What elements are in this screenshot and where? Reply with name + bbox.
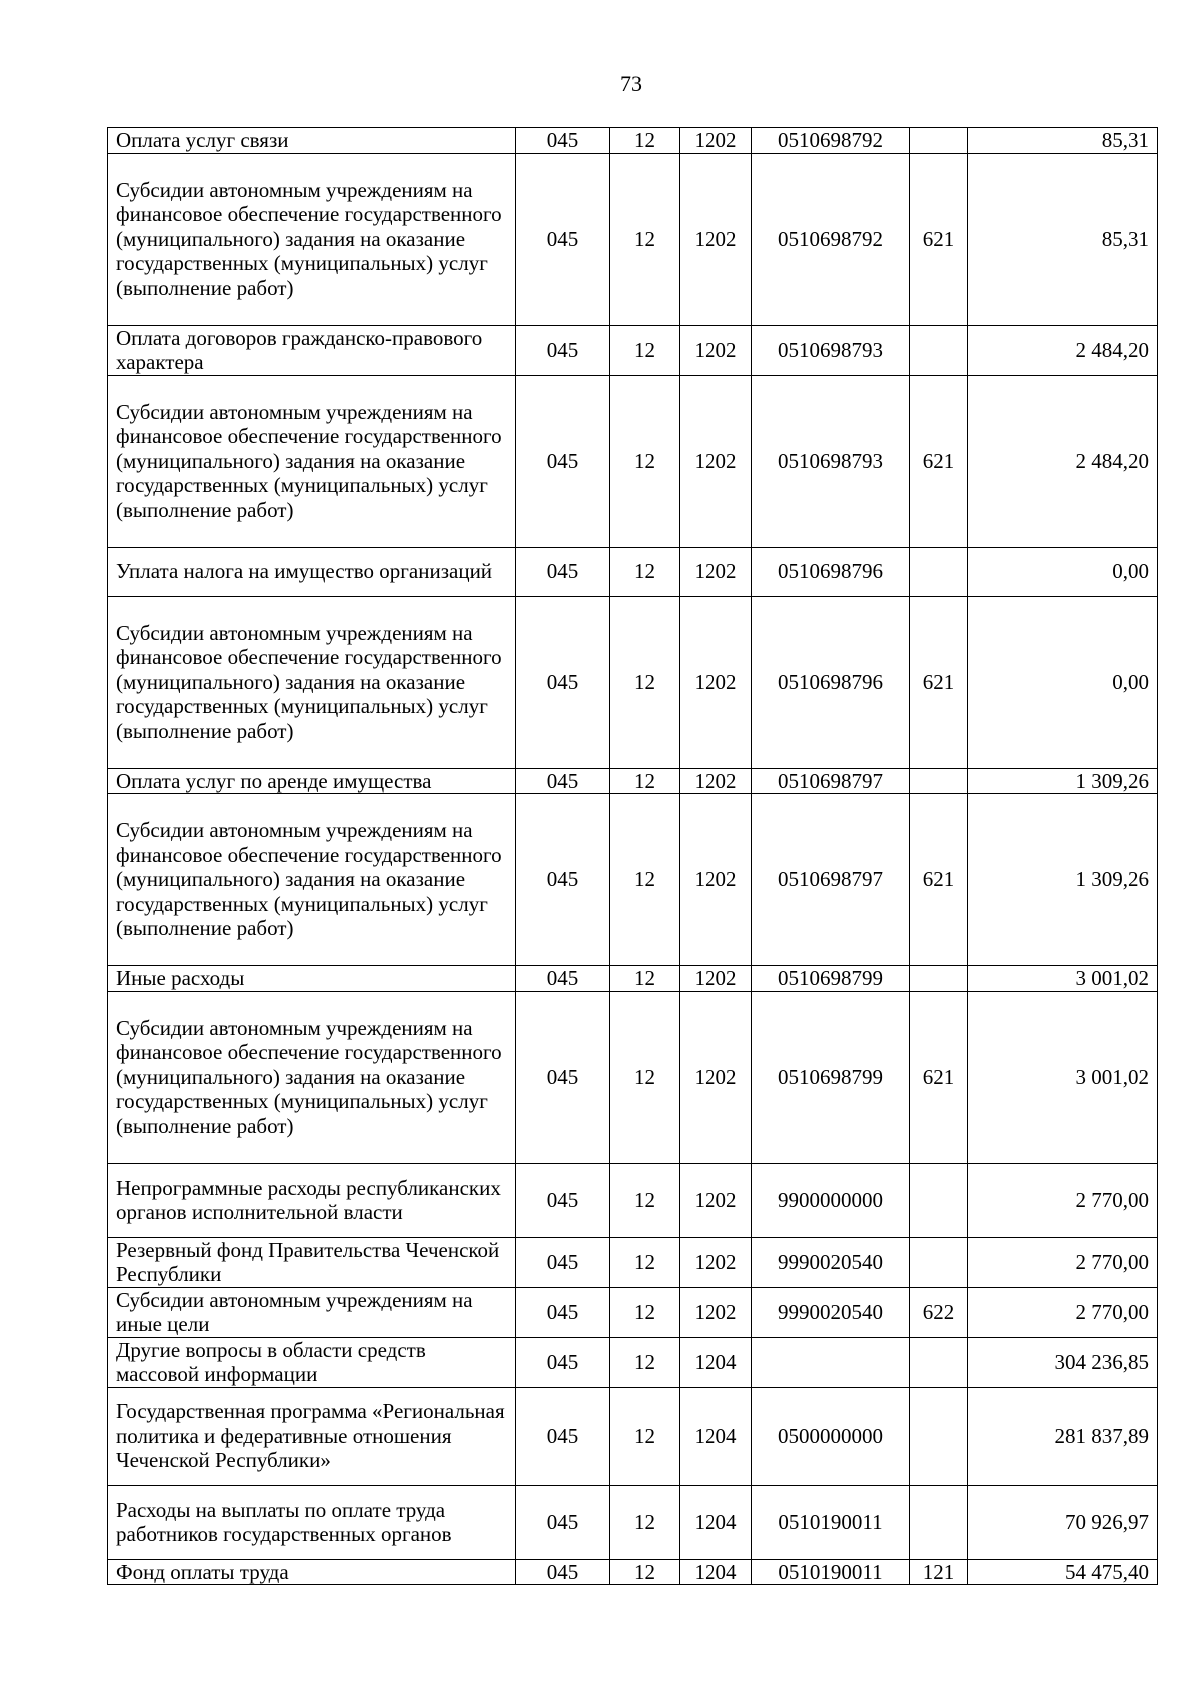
row-rz: 12 [610,1559,680,1585]
page-number: 73 [620,71,642,96]
row-rz: 12 [610,768,680,794]
row-rz: 12 [610,991,680,1163]
row-name: Уплата налога на имущество организаций [108,547,516,596]
row-name: Оплата договоров гражданско-правового характера [108,325,516,375]
row-vr [910,128,968,154]
row-amount: 1 309,26 [968,768,1158,794]
table-row [108,153,1158,325]
table-row [108,596,1158,768]
table-row [108,1387,1158,1485]
row-vr [910,1237,968,1287]
row-vr [910,768,968,794]
row-vr [910,1485,968,1559]
table-row [108,1485,1158,1559]
row-rz: 12 [610,325,680,375]
row-name: Другие вопросы в области средств массовой информации [108,1337,516,1387]
row-name: Фонд оплаты труда [108,1559,516,1585]
row-vr [910,547,968,596]
row-rz: 12 [610,375,680,547]
row-vr: 622 [910,1287,968,1337]
row-amount: 2 770,00 [968,1163,1158,1237]
row-ved: 045 [516,1237,610,1287]
row-pr: 1202 [680,128,752,154]
row-amount: 85,31 [968,128,1158,154]
row-name: Субсидии автономным учреждениям на финансовое обеспечение государственного (муниципального) задания на оказание государственных (муниципальных) услуг (выполнение работ) [108,596,516,768]
row-rz: 12 [610,1163,680,1237]
row-rz: 12 [610,1485,680,1559]
budget-table [107,127,1158,1585]
row-name: Расходы на выплаты по оплате труда работников государственных органов [108,1485,516,1559]
row-csr: 0510698797 [752,768,910,794]
row-name: Иные расходы [108,966,516,992]
row-amount: 1 309,26 [968,794,1158,966]
row-vr: 621 [910,991,968,1163]
table-row [108,375,1158,547]
row-ved: 045 [516,547,610,596]
table-row [108,1237,1158,1287]
row-csr: 9990020540 [752,1287,910,1337]
row-name: Субсидии автономным учреждениям на финансовое обеспечение государственного (муниципального) задания на оказание государственных (муниципальных) услуг (выполнение работ) [108,375,516,547]
row-ved: 045 [516,1287,610,1337]
row-ved: 045 [516,966,610,992]
table-row [108,547,1158,596]
row-csr: 0510698796 [752,596,910,768]
row-amount: 2 770,00 [968,1237,1158,1287]
row-pr: 1202 [680,768,752,794]
row-amount: 2 484,20 [968,375,1158,547]
row-ved: 045 [516,1337,610,1387]
row-csr: 9990020540 [752,1237,910,1287]
row-ved: 045 [516,1485,610,1559]
row-name: Субсидии автономным учреждениям на иные цели [108,1287,516,1337]
row-csr: 0510698792 [752,153,910,325]
row-pr: 1202 [680,1287,752,1337]
row-ved: 045 [516,1559,610,1585]
row-ved: 045 [516,375,610,547]
row-vr: 621 [910,794,968,966]
row-name: Оплата услуг связи [108,128,516,154]
row-rz: 12 [610,1337,680,1387]
row-pr: 1202 [680,596,752,768]
row-name: Оплата услуг по аренде имущества [108,768,516,794]
row-amount: 0,00 [968,596,1158,768]
row-name: Непрограммные расходы республиканских органов исполнительной власти [108,1163,516,1237]
table-row [108,1287,1158,1337]
row-csr: 0500000000 [752,1387,910,1485]
row-vr [910,966,968,992]
row-ved: 045 [516,1163,610,1237]
row-csr: 0510698793 [752,325,910,375]
row-vr [910,325,968,375]
row-pr: 1204 [680,1559,752,1585]
row-amount: 0,00 [968,547,1158,596]
row-amount: 3 001,02 [968,966,1158,992]
row-rz: 12 [610,1387,680,1485]
row-rz: 12 [610,1287,680,1337]
row-pr: 1204 [680,1485,752,1559]
row-vr: 621 [910,375,968,547]
row-vr: 621 [910,596,968,768]
table-row [108,325,1158,375]
row-rz: 12 [610,128,680,154]
table-row [108,128,1158,154]
row-name: Субсидии автономным учреждениям на финансовое обеспечение государственного (муниципального) задания на оказание государственных (муниципальных) услуг (выполнение работ) [108,794,516,966]
row-vr [910,1387,968,1485]
row-pr: 1202 [680,966,752,992]
row-name: Резервный фонд Правительства Чеченской Республики [108,1237,516,1287]
row-vr: 621 [910,153,968,325]
row-amount: 70 926,97 [968,1485,1158,1559]
table-row [108,1337,1158,1387]
row-csr: 0510190011 [752,1559,910,1585]
row-rz: 12 [610,596,680,768]
row-csr: 0510698797 [752,794,910,966]
row-ved: 045 [516,991,610,1163]
row-csr: 0510698793 [752,375,910,547]
row-amount: 2 484,20 [968,325,1158,375]
row-name: Субсидии автономным учреждениям на финансовое обеспечение государственного (муниципального) задания на оказание государственных (муниципальных) услуг (выполнение работ) [108,991,516,1163]
table-row [108,1559,1158,1585]
row-ved: 045 [516,768,610,794]
row-csr: 0510698799 [752,966,910,992]
row-rz: 12 [610,547,680,596]
row-pr: 1202 [680,325,752,375]
row-pr: 1202 [680,1163,752,1237]
row-pr: 1202 [680,547,752,596]
row-csr: 0510698796 [752,547,910,596]
table-row [108,794,1158,966]
row-pr: 1202 [680,794,752,966]
row-csr: 0510698799 [752,991,910,1163]
row-csr: 0510698792 [752,128,910,154]
row-amount: 304 236,85 [968,1337,1158,1387]
row-pr: 1202 [680,991,752,1163]
table-row [108,768,1158,794]
row-name: Государственная программа «Региональная политика и федеративные отношения Чеченской Республики» [108,1387,516,1485]
row-name: Субсидии автономным учреждениям на финансовое обеспечение государственного (муниципального) задания на оказание государственных (муниципальных) услуг (выполнение работ) [108,153,516,325]
row-ved: 045 [516,1387,610,1485]
row-amount: 281 837,89 [968,1387,1158,1485]
table-row [108,991,1158,1163]
row-csr [752,1337,910,1387]
row-pr: 1202 [680,375,752,547]
row-ved: 045 [516,128,610,154]
row-vr [910,1163,968,1237]
row-pr: 1202 [680,153,752,325]
row-amount: 3 001,02 [968,991,1158,1163]
row-pr: 1204 [680,1387,752,1485]
row-pr: 1202 [680,1237,752,1287]
row-pr: 1204 [680,1337,752,1387]
row-amount: 2 770,00 [968,1287,1158,1337]
row-rz: 12 [610,1237,680,1287]
row-ved: 045 [516,794,610,966]
table-row [108,966,1158,992]
table-row [108,1163,1158,1237]
row-amount: 54 475,40 [968,1559,1158,1585]
row-ved: 045 [516,153,610,325]
row-rz: 12 [610,794,680,966]
row-ved: 045 [516,596,610,768]
row-rz: 12 [610,153,680,325]
row-rz: 12 [610,966,680,992]
row-csr: 0510190011 [752,1485,910,1559]
row-vr [910,1337,968,1387]
row-amount: 85,31 [968,153,1158,325]
row-ved: 045 [516,325,610,375]
row-vr: 121 [910,1559,968,1585]
row-csr: 9900000000 [752,1163,910,1237]
